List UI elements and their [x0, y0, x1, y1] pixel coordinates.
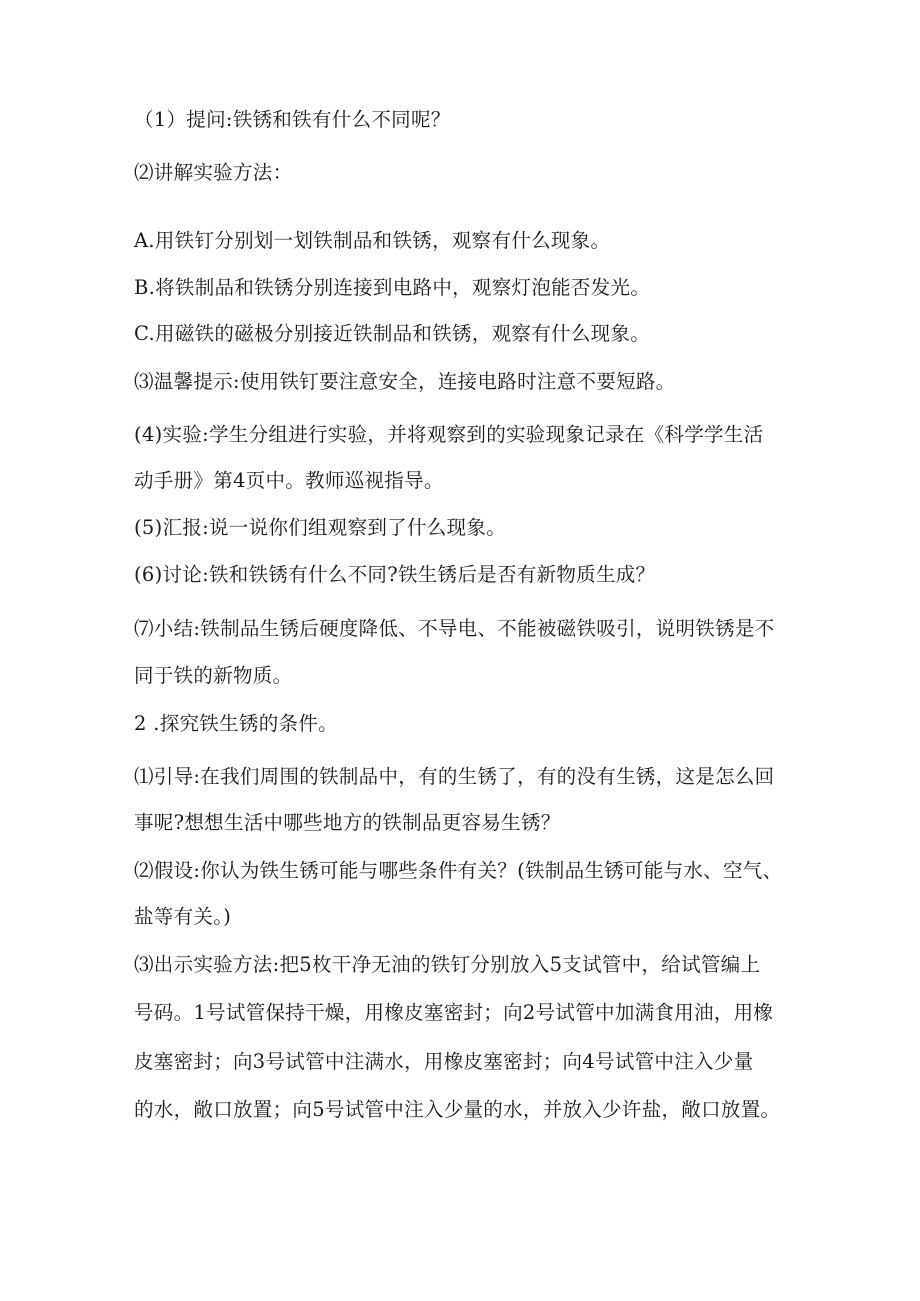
text-line-experiment-cont: 动手册》第4页中。教师巡视指导。 — [134, 469, 444, 492]
text-line-safety-tip: ⑶温馨提示:使用铁钉要注意安全，连接电路时注意不要短路。 — [134, 370, 676, 393]
text-line-section-2: 2 .探究铁生锈的条件。 — [134, 712, 338, 735]
text-line-discussion: (6)讨论:铁和铁锈有什么不同?铁生锈后是否有新物质生成？ — [134, 563, 656, 586]
text-line-method-heading: ⑵讲解实验方法： — [134, 161, 293, 184]
text-line-hypothesis-cont: 盐等有关。) — [134, 905, 232, 928]
text-line-procedure-cont-2: 皮塞密封；向3号试管中注满水，用橡皮塞密封；向4号试管中注入少量 — [134, 1050, 754, 1073]
text-line-question-1: （1）提问:铁锈和铁有什么不同呢？ — [134, 108, 451, 131]
text-line-procedure-cont-3: 的水，敞口放置；向5号试管中注入少量的水，并放入少许盐，敞口放置。 — [134, 1098, 781, 1121]
text-line-method-a: A.用铁钉分别划一划铁制品和铁锈，观察有什么现象。 — [134, 229, 611, 252]
text-line-hypothesis: ⑵假设:你认为铁生锈可能与哪些条件有关？(铁制品生锈可能与水、空气、 — [134, 859, 783, 882]
text-line-experiment: (4)实验:学生分组进行实验，并将观察到的实验现象记录在《科学学生活 — [134, 423, 764, 446]
text-line-report: (5)汇报:说一说你们组观察到了什么现象。 — [134, 516, 506, 539]
text-line-procedure: ⑶出示实验方法:把5枚干净无油的铁钉分别放入5支试管中，给试管编上 — [134, 953, 761, 976]
text-line-method-b: B.将铁制品和铁锈分别连接到电路中，观察灯泡能否发光。 — [134, 276, 651, 299]
text-line-summary: ⑺小结:铁制品生锈后硬度降低、不导电、不能被磁铁吸引，说明铁锈是不 — [134, 617, 775, 640]
text-line-procedure-cont-1: 号码。1号试管保持干燥，用橡皮塞密封；向2号试管中加满食用油，用橡 — [134, 1001, 774, 1024]
text-line-summary-cont: 同于铁的新物质。 — [134, 664, 293, 687]
text-line-method-c: C.用磁铁的磁极分别接近铁制品和铁锈，观察有什么现象。 — [134, 322, 651, 345]
text-line-guide: ⑴引导:在我们周围的铁制品中，有的生锈了，有的没有生锈，这是怎么回 — [134, 765, 775, 788]
text-line-guide-cont: 事呢?想想生活中哪些地方的铁制品更容易生锈？ — [134, 811, 561, 834]
